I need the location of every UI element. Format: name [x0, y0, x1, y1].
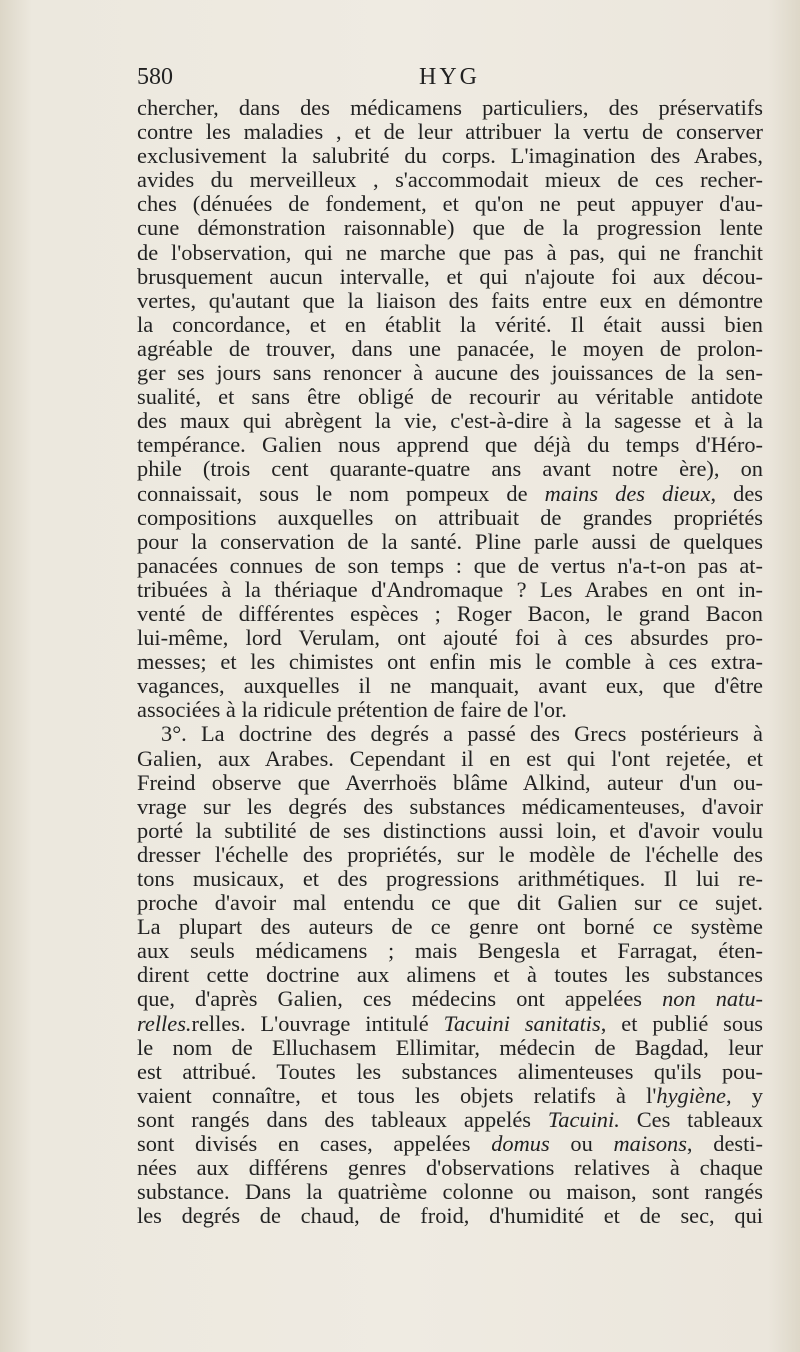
text-line: ger ses jours sans renoncer à aucune des jouissances de la sen- — [137, 361, 763, 386]
text-line: nées aux différens genres d'observations relatives à chaque — [137, 1156, 763, 1181]
text-run: , des — [710, 481, 763, 506]
text-line: vrage sur les degrés des substances médicamenteuses, d'avoir — [137, 794, 763, 819]
text-run: Ces tableaux — [619, 1107, 763, 1132]
text-line: chercher, dans des médicamens particuliers, des préservatifs — [137, 96, 763, 120]
text-line: avides du merveilleux , s'accommodait mieux de ces recher- — [137, 168, 763, 193]
text-line: les degrés de chaud, de froid, d'humidité et de sec, qui — [137, 1204, 763, 1229]
text-run: relles. L'ouvrage intitulé — [191, 1011, 444, 1036]
italic-term: maisons — [613, 1132, 687, 1157]
text-line: phile (trois cent quarante-quatre ans avant notre ère), on — [137, 457, 763, 482]
text-line: exclusivement la salubrité du corps. L'imagination des Arabes, — [137, 144, 763, 169]
text-line: tribuées à la thériaque d'Andromaque ? Les Arabes en ont in- — [137, 577, 763, 602]
text-run: ou — [549, 1132, 614, 1157]
italic-term: Tacuini sanitatis — [443, 1011, 601, 1036]
italic-term: domus — [491, 1132, 550, 1157]
text-run: vaient connaître, et tous les objets relatifs à l' — [137, 1083, 657, 1108]
text-line: la concordance, et en établit la vérité. Il était aussi bien — [137, 312, 763, 337]
text-run: , desti- — [686, 1132, 763, 1157]
italic-term: mains des dieux — [544, 481, 711, 506]
text-run: que, d'après Galien, ces médecins ont appelées — [137, 987, 663, 1012]
page-number: 580 — [137, 64, 173, 90]
text-line — [137, 1084, 763, 1108]
page-header — [137, 64, 763, 94]
text-line: compositions auxquelles on attribuait de grandes propriétés — [137, 505, 763, 530]
text-line: Freind observe que Averrhoës blâme Alkind, auteur d'un ou- — [137, 770, 763, 795]
text-line: des maux qui abrègent la vie, c'est-à-dire à la sagesse et à la — [137, 409, 763, 434]
text-line: sualité, et sans être obligé de recourir au véritable antidote — [137, 385, 763, 410]
text-line: La plupart des auteurs de ce genre ont borné ce système — [137, 915, 763, 940]
text-run: , y — [726, 1083, 763, 1108]
text-line: brusquement aucun intervalle, et qui n'ajoute foi aux décou- — [137, 264, 763, 289]
text-line: dresser l'échelle des propriétés, sur le modèle de l'échelle des — [137, 842, 763, 867]
text-line: aux seuls médicamens ; mais Bengesla et Farragat, éten- — [137, 939, 763, 964]
text-line: associées à la ridicule prétention de faire de l'or. — [137, 698, 567, 723]
text-line — [137, 1012, 763, 1036]
text-line: proche d'avoir mal entendu ce que dit Galien sur ce sujet. — [137, 891, 763, 916]
italic-term: hygiène — [656, 1083, 726, 1108]
text-line: contre les maladies , et de leur attribuer la vertu de conserver — [137, 120, 763, 145]
body-text — [137, 96, 763, 1228]
text-line: messes; et les chimistes ont enfin mis le comble à ces extra- — [137, 650, 763, 675]
text-line: dirent cette doctrine aux alimens et à toutes les substances — [137, 963, 763, 988]
italic-term: relles. — [137, 1011, 192, 1036]
text-line: tons musicaux, et des progressions arithmétiques. Il lui re- — [137, 867, 763, 891]
running-head: HYG — [419, 64, 480, 90]
text-line — [137, 987, 763, 1011]
text-line: agréable de trouver, dans une panacée, le moyen de prolon- — [137, 336, 763, 361]
text-line: est attribué. Toutes les substances alimenteuses qu'ils pou- — [137, 1059, 763, 1084]
text-line: tempérance. Galien nous apprend que déjà du temps d'Héro- — [137, 433, 763, 458]
text-run: , et publié sous — [600, 1011, 763, 1036]
text-line: Galien, aux Arabes. Cependant il en est qui l'ont rejetée, et — [137, 746, 763, 771]
text-line: cune démonstration raisonnable) que de la progression lente — [137, 216, 763, 241]
text-line: de l'observation, qui ne marche que pas à pas, qui ne franchit — [137, 240, 763, 265]
italic-term: non natu- — [662, 987, 763, 1012]
text-run: connaissait, sous le nom pompeux de — [137, 481, 545, 506]
text-line — [137, 1108, 763, 1132]
text-line: vagances, auxquelles il ne manquait, avant eux, que d'être — [137, 674, 763, 699]
italic-term: Tacuini. — [547, 1107, 620, 1132]
text-run: sont divisés en cases, appelées — [137, 1132, 492, 1157]
text-line — [137, 1132, 763, 1156]
text-line: 3°. La doctrine des degrés a passé des Grecs postérieurs à — [161, 722, 763, 747]
text-line: substance. Dans la quatrième colonne ou maison, sont rangés — [137, 1180, 763, 1205]
text-line: vertes, qu'autant que la liaison des faits entre eux en démontre — [137, 288, 763, 313]
text-line: porté la subtilité de ses distinctions aussi loin, et d'avoir voulu — [137, 818, 763, 843]
text-line: ches (dénuées de fondement, et qu'on ne peut appuyer d'au- — [137, 192, 763, 217]
text-line — [137, 482, 763, 506]
text-line: le nom de Elluchasem Ellimitar, médecin de Bagdad, leur — [137, 1035, 763, 1060]
text-line: pour la conservation de la santé. Pline parle aussi de quelques — [137, 529, 763, 554]
text-run: sont rangés dans des tableaux appelés — [137, 1107, 548, 1132]
text-line: lui-même, lord Verulam, ont ajouté foi à ces absurdes pro- — [137, 626, 763, 651]
text-line: venté de différentes espèces ; Roger Bacon, le grand Bacon — [137, 601, 763, 626]
text-line: panacées connues de son temps : que de vertus n'a-t-on pas at- — [137, 553, 763, 578]
